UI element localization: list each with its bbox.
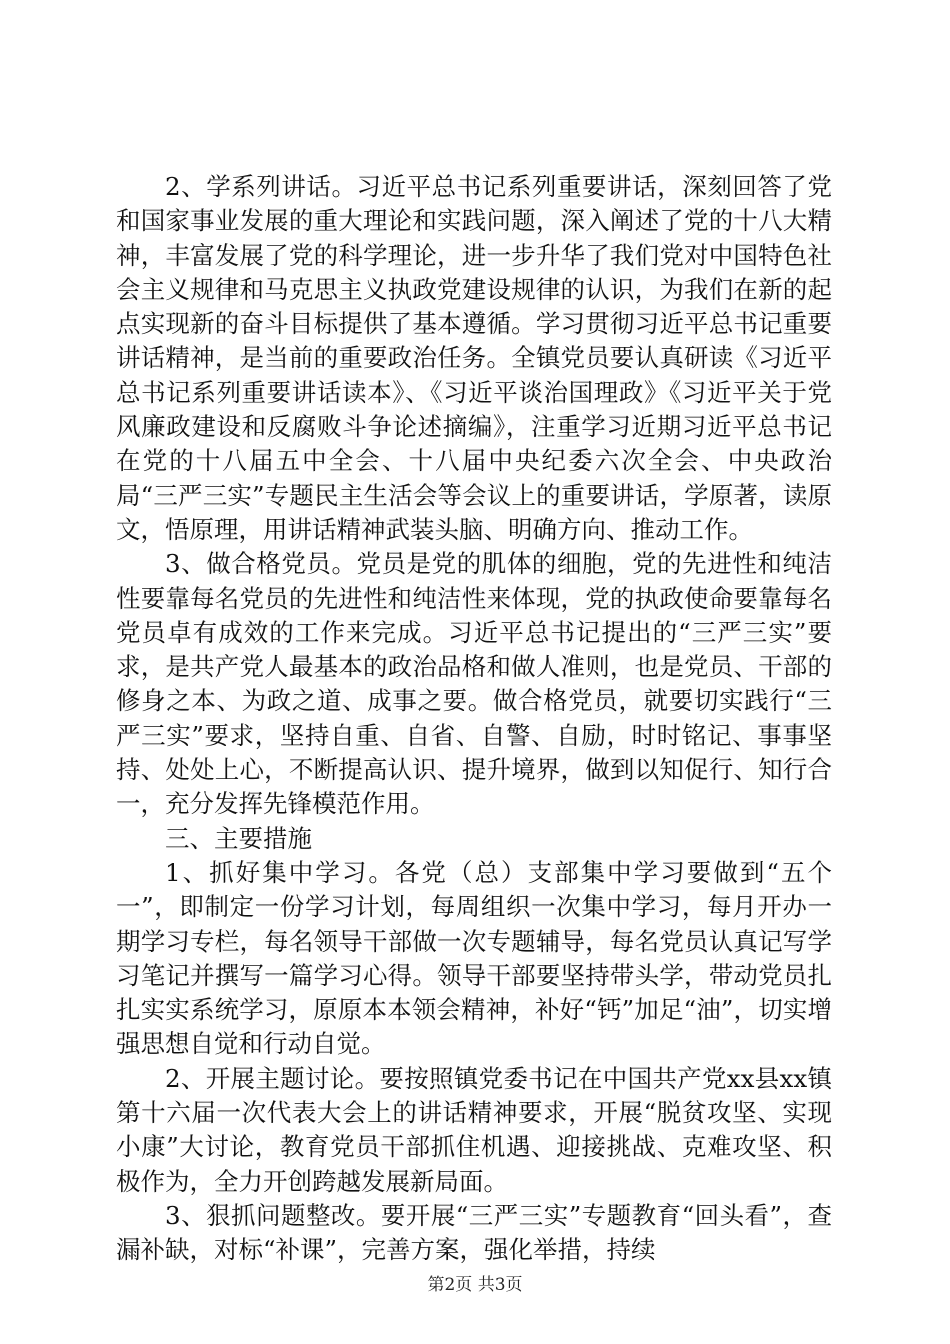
document-body <box>116 170 832 1268</box>
paragraph-theme-discussion: 2、开展主题讨论。要按照镇党委书记在中国共产党xx县xx镇第十六届一次代表大会上的讲话精神要求，开展“脱贫攻坚、实现小康”大讨论，教育党员干部抓住机遇、迎接挑战、克难攻坚、积极作为，全力开创跨越发展新局面。 <box>116 1063 832 1196</box>
paragraph-problem-rectification: 3、狠抓问题整改。要开展“三严三实”专题教育“回头看”，查漏补缺，对标“补课”，完善方案，强化举措，持续 <box>116 1200 832 1265</box>
paragraph-qualified-members: 3、做合格党员。党员是党的肌体的细胞，党的先进性和纯洁性要靠每名党员的先进性和纯洁性来体现，党的执政使命要靠每名党员卓有成效的工作来完成。习近平总书记提出的“三严三实”要求，是共产党人最基本的政治品格和做人准则，也是党员、干部的修身之本、为政之道、成事之要。做合格党员，就要切实践行“三严三实”要求，坚持自重、自省、自警、自励，时时铭记、事事坚持、处处上心，不断提高认识、提升境界，做到以知促行、知行合一，充分发挥先锋模范作用。 <box>116 549 832 819</box>
paragraph-focused-study: 1、抓好集中学习。各党（总）支部集中学习要做到“五个一”，即制定一份学习计划，每周组织一次集中学习，每月开办一期学习专栏，每名领导干部做一次专题辅导，每名党员认真记写学习笔记并撰写一篇学习心得。领导干部要坚持带头学，带动党员扎扎实实系统学习，原原本本领会精神，补好“钙”加足“油”，切实增强思想自觉和行动自觉。 <box>116 857 832 1059</box>
page-number-footer: 第2页 共3页 <box>427 1275 523 1295</box>
section-heading-main-measures: 三、主要措施 <box>165 823 312 853</box>
paragraph-study-speeches: 2、学系列讲话。习近平总书记系列重要讲话，深刻回答了党和国家事业发展的重大理论和实践问题，深入阐述了党的十八大精神，丰富发展了党的科学理论，进一步升华了我们党对中国特色社会主义规律和马克思主义执政党建设规律的认识，为我们在新的起点实现新的奋斗目标提供了基本遵循。学习贯彻习近平总书记重要讲话精神，是当前的重要政治任务。全镇党员要认真研读《习近平总书记系列重要讲话读本》、《习近平谈治国理政》《习近平关于党风廉政建设和反腐败斗争论述摘编》，注重学习近期习近平总书记在党的十八届五中全会、十八届中央纪委六次全会、中央政治局“三严三实”专题民主生活会等会议上的重要讲话，学原著，读原文，悟原理，用讲话精神武装头脑、明确方向、推动工作。 <box>116 172 832 544</box>
